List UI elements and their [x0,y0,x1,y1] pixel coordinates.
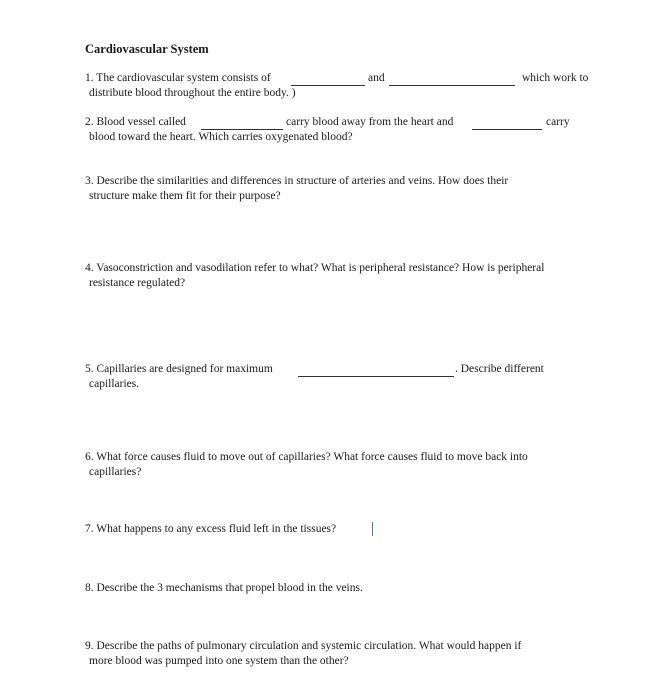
q2-text-part-c: carry [546,116,570,128]
q5-text-part-b: . Describe different [455,363,544,375]
q5-text-part-a: 5. Capillaries are designed for maximum [85,363,273,375]
q9-text-line-2: more blood was pumped into one system than the other? [89,655,349,667]
q1-blank-2[interactable] [389,85,515,86]
q1-blank-1[interactable] [291,85,365,86]
text-cursor[interactable] [372,522,373,536]
q2-blank-1[interactable] [201,129,283,130]
page-title: Cardiovascular System [85,42,209,56]
q2-blank-2[interactable] [472,129,542,130]
q1-text-part-b: and [368,72,385,84]
q8-text-line-1: 8. Describe the 3 mechanisms that propel blood in the veins. [85,582,363,594]
q1-text-part-a: 1. The cardiovascular system consists of [85,72,271,84]
q1-text-line-2: distribute blood throughout the entire body. ) [89,87,296,99]
q4-text-line-2: resistance regulated? [89,277,186,289]
q6-text-line-2: capillaries? [89,466,142,478]
q9-text-line-1: 9. Describe the paths of pulmonary circulation and systemic circulation. What would happen if [85,640,522,652]
q2-text-part-a: 2. Blood vessel called [85,116,186,128]
q6-text-line-1: 6. What force causes fluid to move out of capillaries? What force causes fluid to move back into [85,451,528,463]
q5-text-line-2: capillaries. [89,378,140,390]
q2-text-line-2: blood toward the heart. Which carries oxygenated blood? [89,131,353,143]
q2-text-part-b: carry blood away from the heart and [286,116,454,128]
q7-text-line-1: 7. What happens to any excess fluid left in the tissues? [85,523,337,535]
q4-text-line-1: 4. Vasoconstriction and vasodilation refer to what? What is peripheral resistance? How is peripheral [85,262,545,274]
q3-text-line-1: 3. Describe the similarities and differences in structure of arteries and veins. How does their [85,175,509,187]
q5-blank-1[interactable] [298,376,454,377]
q1-text-part-c: which work to [522,72,589,84]
q3-text-line-2: structure make them fit for their purpose? [89,190,281,202]
